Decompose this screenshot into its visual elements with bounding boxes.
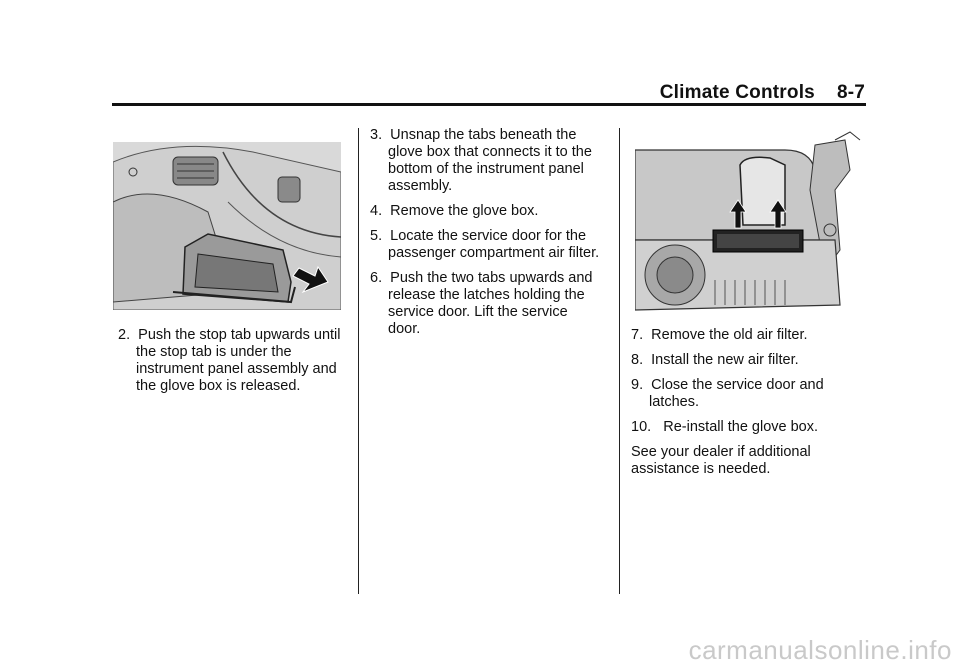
- step-7: [631, 327, 871, 344]
- column-divider-right: [619, 128, 620, 594]
- right-column: [631, 327, 871, 486]
- step-text: Close the service door and latches.: [649, 377, 824, 410]
- step-5: [370, 228, 610, 262]
- section-title: Climate Controls: [659, 82, 815, 103]
- step-text: Push the stop tab upwards until the stop tab is under the instrument panel assembly and the glove box is released.: [136, 327, 341, 394]
- middle-column: [370, 127, 610, 346]
- step-number: 8.: [631, 352, 644, 368]
- glove-box-illustration: [113, 142, 341, 310]
- page-number: 8-7: [836, 82, 865, 103]
- step-6: [370, 270, 598, 338]
- page-header: [660, 82, 865, 104]
- step-number: 4.: [370, 203, 383, 219]
- step-number: 2.: [118, 327, 131, 343]
- step-text: Remove the old air filter.: [651, 327, 808, 343]
- column-divider-left: [358, 128, 359, 594]
- step-3: [370, 127, 610, 195]
- step-8: [631, 352, 871, 369]
- step-text: Unsnap the tabs beneath the glove box that connects it to the bottom of the instrument panel assembly.: [388, 127, 592, 194]
- step-text: Remove the glove box.: [390, 203, 539, 219]
- step-text: Re-install the glove box.: [663, 419, 819, 435]
- dealer-note: See your dealer if additional assistance is needed.: [631, 444, 811, 477]
- step-9: [631, 377, 849, 411]
- watermark: carmanualsonline.info: [688, 635, 952, 665]
- step-number: 10.: [631, 419, 652, 435]
- air-filter-housing-illustration: [635, 130, 865, 320]
- left-column: [118, 327, 353, 403]
- header-rule: [112, 103, 866, 106]
- step-number: 6.: [370, 270, 383, 286]
- step-text: Locate the service door for the passenger compartment air filter.: [388, 228, 600, 261]
- step-number: 7.: [631, 327, 644, 343]
- step-text: Install the new air filter.: [651, 352, 799, 368]
- step-4: [370, 203, 610, 220]
- step-number: 9.: [631, 377, 644, 393]
- step-10: [631, 419, 871, 436]
- step-2: [118, 327, 353, 395]
- step-text: Push the two tabs upwards and release the latches holding the service door. Lift the service door.: [388, 270, 593, 337]
- step-number: 5.: [370, 228, 383, 244]
- step-number: 3.: [370, 127, 383, 143]
